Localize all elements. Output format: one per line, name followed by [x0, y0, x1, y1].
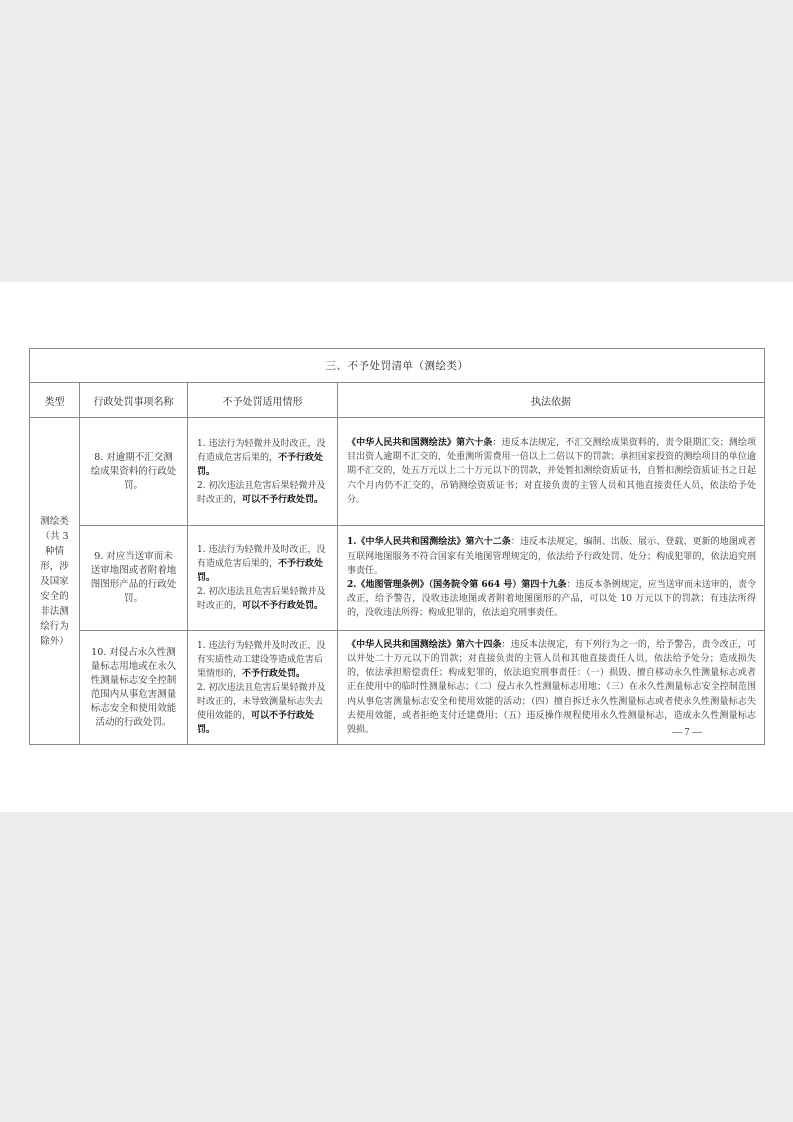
legal-basis — [338, 526, 765, 631]
law-reference: 2.《地图管理条例》（国务院令第 664 号）第四十九条 — [347, 580, 567, 590]
case-result: 可以不予行政处罚。 — [197, 710, 315, 735]
item-name: 10. 对侵占永久性测量标志用地或在永久性测量标志安全控制范围内从事危害测量标志安全和使用效能活动的行政处罚。 — [80, 631, 188, 745]
case-text: 1. 违法行为轻微并及时改正，没有实质性动工建设等造成危害后果情形的， — [197, 640, 326, 679]
item-name: 9. 对应当送审而未送审地图或者附着地图图形产品的行政处罚。 — [80, 526, 188, 631]
document-page — [0, 282, 793, 812]
law-text: ：违反本条例规定，应当送审而未送审的，责令改正，给予警告，没收违法地图或者附着地图图形的产品，可以处 10 万元以下的罚款；有违法所得的，没收违法所得；构成犯罪的，依法追究刑事责任。 — [347, 580, 756, 619]
penalty-exemption-table — [29, 348, 765, 745]
table-row — [30, 631, 765, 745]
law-reference: 《中华人民共和国测绘法》第六十四条 — [347, 639, 502, 650]
case-result: 不予行政处罚。 — [197, 559, 324, 583]
page-number: — 7 — — [672, 727, 702, 738]
law-text: ：违反本法规定，编制、出版、展示、登载、更新的地图或者互联网地图服务不符合国家有关地图管理规定的，依法给予行政处罚、处分；构成犯罪的，依法追究刑事责任。 — [347, 537, 756, 576]
table-row — [30, 526, 765, 631]
case-result: 可以不予行政处罚。 — [242, 494, 324, 505]
exemption-case — [188, 631, 338, 745]
case-text: 2. 初次违法且危害后果轻微并及时改正的， — [197, 587, 326, 611]
law-reference: 1.《中华人民共和国测绘法》第六十二条 — [347, 537, 511, 548]
header-item: 行政处罚事项名称 — [80, 383, 188, 418]
case-text: 1. 违法行为轻微并及时改正，没有造成危害后果的， — [197, 438, 326, 463]
header-basis: 执法依据 — [338, 383, 765, 418]
case-result: 不予行政处罚。 — [197, 452, 324, 477]
header-type: 类型 — [30, 383, 80, 418]
case-text: 1. 违法行为轻微并及时改正，没有造成危害后果的， — [197, 545, 326, 569]
case-text: 2. 初次违法且危害后果轻微并及时改正的，未导致测量标志失去使用效能的， — [197, 682, 326, 721]
case-text: 2. 初次违法且危害后果轻微并及时改正的， — [197, 480, 326, 505]
table-title: 三、不予处罚清单（测绘类） — [30, 349, 765, 383]
exemption-case — [188, 526, 338, 631]
header-case: 不予处罚适用情形 — [188, 383, 338, 418]
case-result: 可以不予行政处罚。 — [242, 601, 324, 611]
case-result: 不予行政处罚。 — [242, 668, 306, 679]
legal-basis — [338, 418, 765, 526]
table-row — [30, 418, 765, 526]
type-cell: 测绘类（共 3 种情形，涉及国家安全的非法测绘行为除外） — [30, 418, 80, 745]
law-text: ：违反本法规定，不汇交测绘成果资料的，责令限期汇交；测绘项目出资人逾期不汇交的，处重测所需费用一倍以上二倍以下的罚款；承担国家投资的测绘项目的单位逾期不汇交的，处五万元以上二十万元以下的罚款，并处暂扣测绘资质证书，自暂扣测绘资质证书之日起六个月内仍不汇交的，吊销测绘资质证书；对直接负责的主管人员和其他直接责任人员，依法给予处分。 — [347, 437, 756, 505]
law-text: ：违反本法规定，有下列行为之一的，给予警告，责令改正，可以并处二十万元以下的罚款；对直接负责的主管人员和其他直接责任人员，依法给予处分；造成损失的，依法承担赔偿责任；构成犯罪的，依法追究刑事责任：（一）损毁、擅自移动永久性测量标志或者正在使用中的临时性测量标志；（二）侵占永久性测量标志用地；（三）在永久性测量标志安全控制范围内从事危害测量标志安全和使用效能的活动；（四）擅自拆迁永久性测量标志或者使永久性测量标志失去使用效能，或者拒绝支付迁建费用；（五）违反操作规程使用永久性测量标志，造成永久性测量标志毁损。 — [347, 639, 756, 735]
law-reference: 《中华人民共和国测绘法》第六十条 — [347, 437, 493, 448]
exemption-case — [188, 418, 338, 526]
item-name: 8. 对逾期不汇交测绘成果资料的行政处罚。 — [80, 418, 188, 526]
